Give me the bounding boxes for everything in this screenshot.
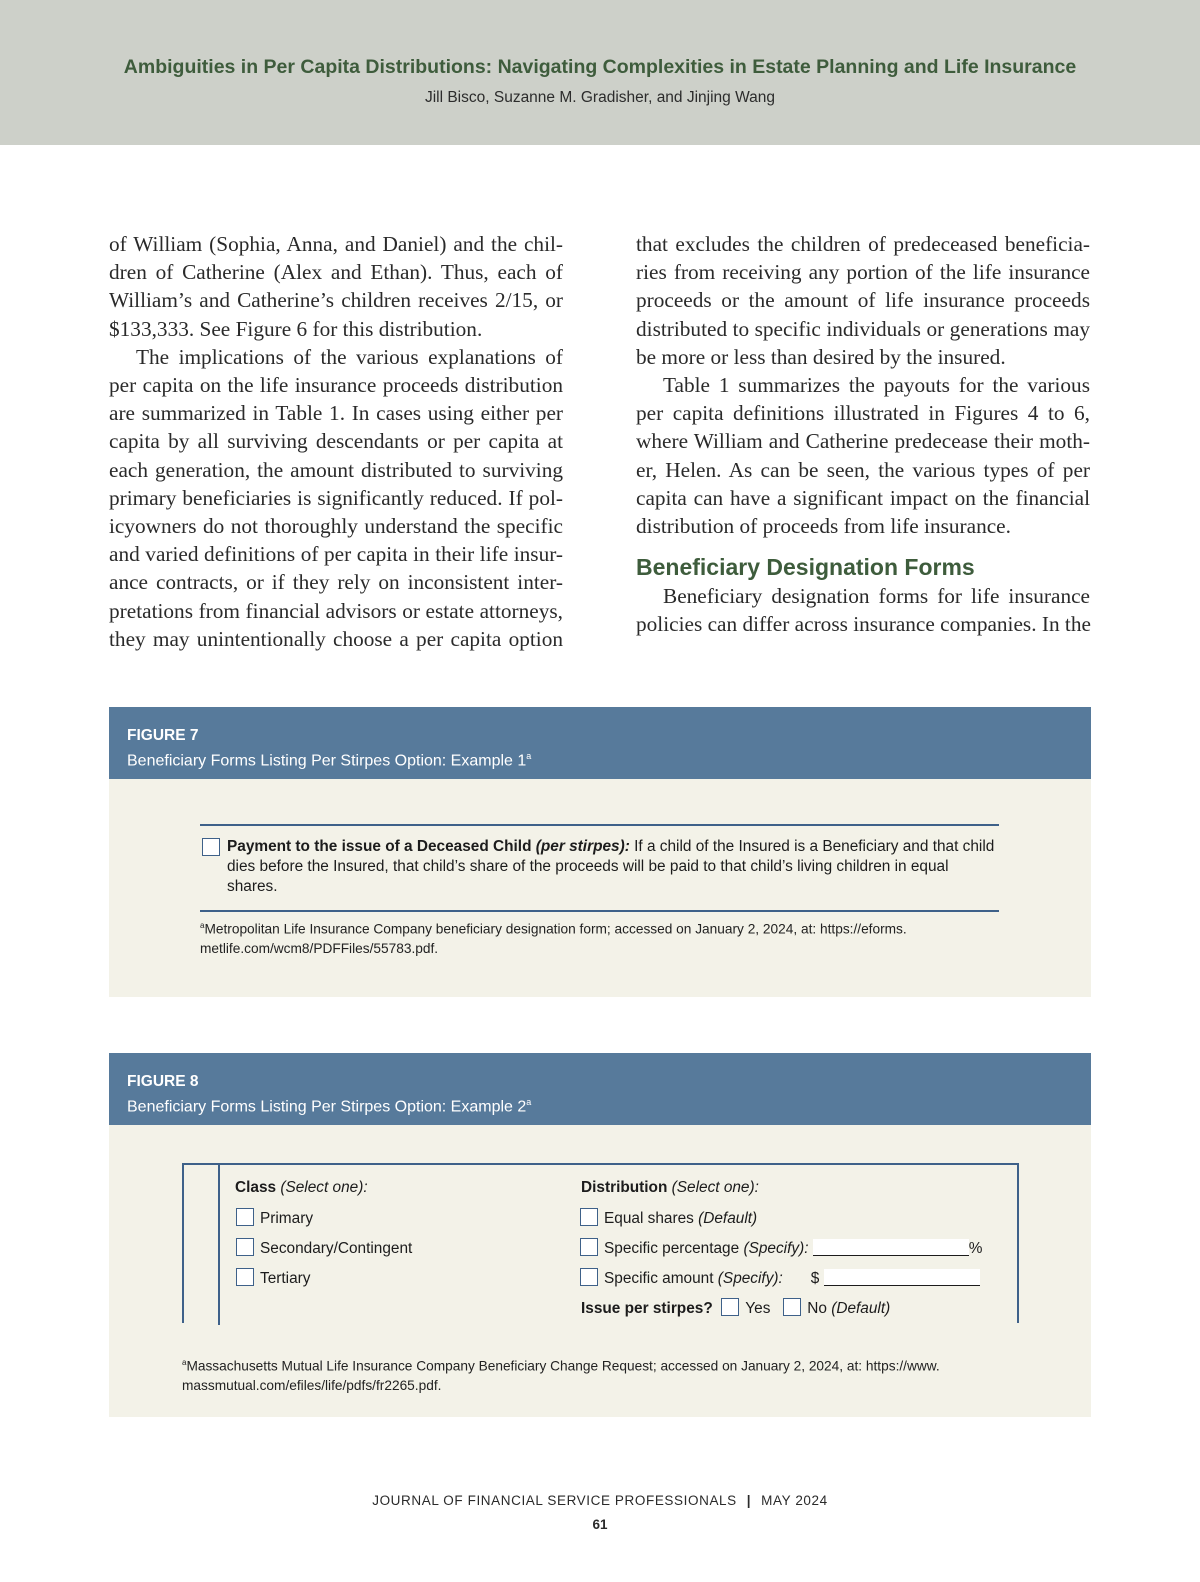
figure-7 <box>109 707 1091 997</box>
percentage-input[interactable] <box>813 1239 969 1256</box>
amount-checkbox[interactable] <box>580 1268 598 1286</box>
body-line: ance contracts, or if they rely on inconsistent inter- <box>109 570 563 595</box>
body-line: $133,333. See Figure 6 for this distribution. <box>109 316 483 341</box>
right-column <box>636 230 1090 639</box>
body-line: Beneficiary designation forms for life insurance <box>663 584 1090 609</box>
article-authors: Jill Bisco, Suzanne M. Gradisher, and Jinjing Wang <box>424 89 776 106</box>
figure-7-number: FIGURE 7 <box>127 727 199 744</box>
page-header <box>0 0 1200 145</box>
body-line: pretations from financial advisors or estate attorneys, <box>109 598 563 623</box>
yes-checkbox[interactable] <box>721 1298 739 1316</box>
per-stirpes-text: Payment to the issue of a Deceased Child (per stirpes): If a child of the Insured is a Beneficiary and that child dies before the Insured, that child’s share of the proceeds will be paid to that child’s living children in equal shares. <box>227 838 995 895</box>
no-checkbox[interactable] <box>783 1298 801 1316</box>
figure-7-caption: Beneficiary Forms Listing Per Stirpes Option: Example 1$^a$ <box>127 751 532 770</box>
body-line: capita by all surviving descendants or per capita at <box>109 429 563 454</box>
body-line: where William and Catherine predecease their moth- <box>636 429 1090 454</box>
class-option-secondary[interactable]: Secondary/Contingent <box>236 1238 412 1259</box>
equal-shares-checkbox[interactable] <box>580 1208 598 1226</box>
body-line: primary beneficiaries is significantly reduced. If pol- <box>109 485 563 510</box>
issue-per-stirpes-row: Issue per stirpes? Yes No (Default) <box>581 1300 891 1317</box>
body-line: and varied definitions of per capita in their life insur- <box>109 542 563 567</box>
footer-separator: | <box>746 1493 752 1508</box>
body-line: that excludes the children of predeceased beneficia- <box>636 232 1090 256</box>
body-line: they may unintentionally choose a per capita option <box>109 626 563 651</box>
distribution-heading: Distribution (Select one): <box>581 1179 759 1196</box>
class-option-tertiary[interactable]: Tertiary <box>236 1268 310 1289</box>
body-line: capita can have a significant impact on the financial <box>636 485 1090 510</box>
article-title: Ambiguities in Per Capita Distributions: Navigating Complexities in Estate Planning and Life Insurance <box>123 56 1077 78</box>
left-column <box>109 230 563 653</box>
body-line: Table 1 summarizes the payouts for the various <box>663 373 1090 398</box>
tertiary-checkbox[interactable] <box>236 1268 254 1286</box>
body-line: dren of Catherine (Alex and Ethan). Thus, each of <box>109 260 563 285</box>
body-line: distribution of proceeds from life insurance. <box>636 514 1011 539</box>
journal-name: JOURNAL OF FINANCIAL SERVICE PROFESSIONALS <box>372 1493 737 1508</box>
issue-date: MAY 2024 <box>761 1493 828 1508</box>
amount-input[interactable] <box>824 1269 980 1286</box>
body-line: William’s and Catherine’s children receives 2/15, or <box>109 288 563 313</box>
body-line: are summarized in Table 1. In cases using either per <box>109 401 563 426</box>
primary-checkbox[interactable] <box>236 1208 254 1226</box>
section-heading: Beneficiary Designation Forms <box>636 554 975 581</box>
body-line: per capita on the life insurance proceeds distribution <box>109 373 563 398</box>
body-line: er, Helen. As can be seen, the various types of per <box>636 457 1090 482</box>
figure-8-number: FIGURE 8 <box>127 1073 199 1090</box>
percentage-checkbox[interactable] <box>580 1238 598 1256</box>
body-line: policies can differ across insurance companies. In the <box>636 612 1091 637</box>
dist-option-amount[interactable]: Specific amount (Specify): $ <box>580 1268 980 1289</box>
figure-8-footnote: $^a$Massachusetts Mutual Life Insurance Company Beneficiary Change Request; accessed on January 2, 2024, at: https://www. massmutual.com/efiles/life/pdfs/fr2265.pdf. <box>182 1358 940 1393</box>
per-stirpes-checkbox[interactable] <box>202 838 220 856</box>
body-line: per capita definitions illustrated in Figures 4 to 6, <box>636 401 1090 426</box>
figure-7-footnote: $^a$Metropolitan Life Insurance Company beneficiary designation form; accessed on January 2, 2024, at: https://eforms. metlife.com/wcm8/PDFFiles/55783.pdf. <box>200 921 907 956</box>
body-line: be more or less than desired by the insured. <box>636 344 1006 369</box>
page-footer <box>0 1493 1200 1508</box>
dist-option-equal[interactable]: Equal shares (Default) <box>580 1208 757 1229</box>
body-line: distributed to specific individuals or generations may <box>636 316 1090 341</box>
dist-option-percentage[interactable]: Specific percentage (Specify): % <box>580 1238 982 1259</box>
body-line: icyowners do not thoroughly understand the specific <box>109 514 563 539</box>
form-divider <box>218 1165 220 1325</box>
figure-8 <box>109 1053 1091 1417</box>
class-heading: Class (Select one): <box>235 1179 368 1196</box>
figure-8-caption: Beneficiary Forms Listing Per Stirpes Option: Example 2$^a$ <box>127 1097 532 1116</box>
secondary-checkbox[interactable] <box>236 1238 254 1256</box>
page-number: 61 <box>592 1517 608 1532</box>
figure-7-header <box>109 707 1091 779</box>
per-stirpes-option <box>200 824 999 912</box>
figure-8-header <box>109 1053 1091 1125</box>
class-option-primary[interactable]: Primary <box>236 1208 313 1229</box>
body-line: proceeds or the amount of life insurance proceeds <box>636 288 1090 313</box>
body-line: The implications of the various explanations of <box>136 344 563 369</box>
body-line: ries from receiving any portion of the life insurance <box>636 260 1090 285</box>
body-line: each generation, the amount distributed to surviving <box>109 457 563 482</box>
body-line: of William (Sophia, Anna, and Daniel) and the chil- <box>109 232 563 256</box>
